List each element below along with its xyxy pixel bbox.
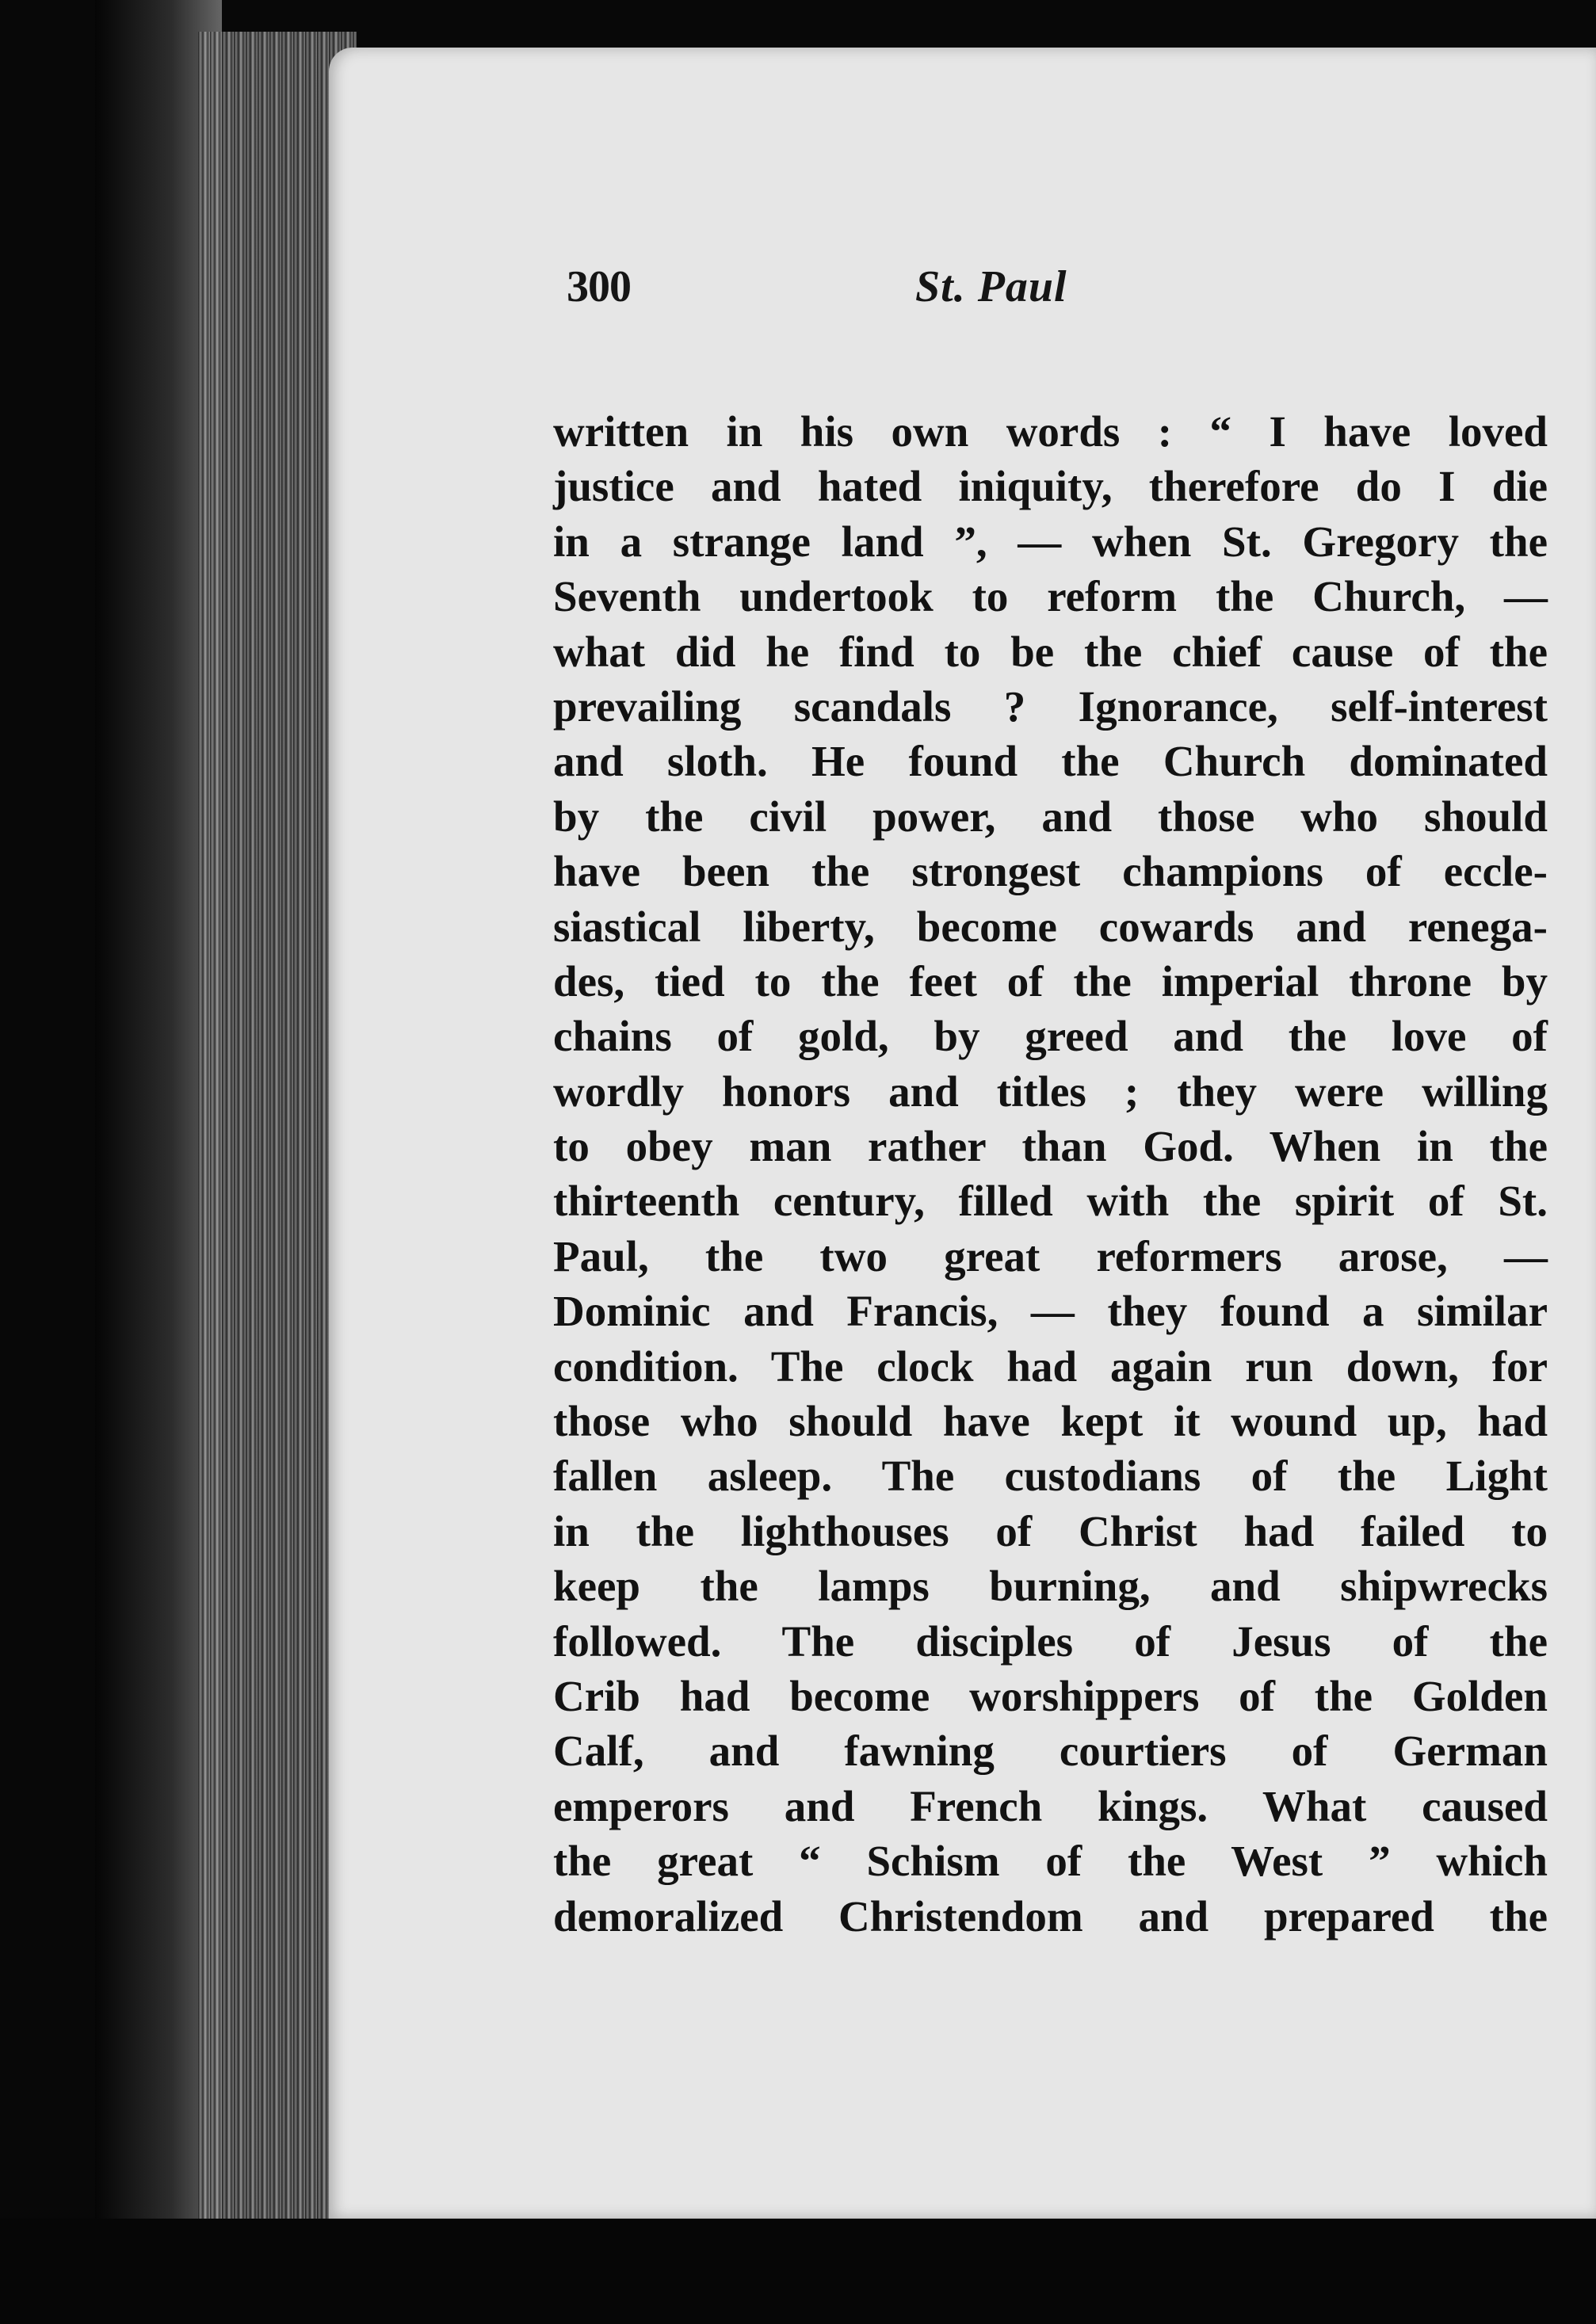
text-line: demoralized Christendom and prepared the [553,1891,1548,1940]
text-line: justice and hated iniquity, therefore do I die [553,462,1548,511]
text-line: Calf, and fawning courtiers of German [553,1727,1548,1776]
text-line: and sloth. He found the Church dominated [553,737,1548,786]
text-line: prevailing scandals ? Ignorance, self-interest [553,681,1548,731]
text-line: the great “ Schism of the West ” which [553,1837,1548,1886]
text-line: by the civil power, and those who should [553,792,1548,841]
text-line: des, tied to the feet of the imperial throne by [553,956,1548,1006]
text-line: Paul, the two great reformers arose, — [553,1231,1548,1280]
text-line: wordly honors and titles ; they were willing [553,1067,1548,1116]
running-head: St. Paul [915,262,1067,311]
text-line: to obey man rather than God. When in the [553,1122,1548,1171]
page-header [567,261,1502,333]
scan-bottom-border [0,2219,1596,2324]
text-line: fallen asleep. The custodians of the Light [553,1452,1548,1501]
book-page [329,48,1596,2219]
text-line: in the lighthouses of Christ had failed to [553,1506,1548,1555]
text-line: keep the lamps burning, and shipwrecks [553,1562,1548,1611]
text-line: chains of gold, by greed and the love of [553,1012,1548,1061]
text-line: those who should have kept it wound up, had [553,1397,1548,1446]
text-line: Crib had become worshippers of the Golden [553,1671,1548,1720]
text-line: condition. The clock had again run down, for [553,1341,1548,1391]
text-line: emperors and French kings. What caused [553,1781,1548,1830]
text-line: followed. The disciples of Jesus of the [553,1616,1548,1666]
text-line: thirteenth century, filled with the spirit of St. [553,1177,1548,1226]
body-text [553,404,1548,1944]
text-line: in a strange land ”, — when St. Gregory the [553,517,1548,566]
text-line: Seventh undertook to reform the Church, — [553,572,1548,621]
text-line: written in his own words : “ I have loved [553,407,1548,456]
text-line: siastical liberty, become cowards and renega- [553,902,1548,951]
page-number: 300 [567,262,631,311]
text-line: have been the strongest champions of eccle- [553,847,1548,896]
text-line: what did he find to be the chief cause of the [553,627,1548,676]
text-line: Dominic and Francis, — they found a similar [553,1287,1548,1336]
